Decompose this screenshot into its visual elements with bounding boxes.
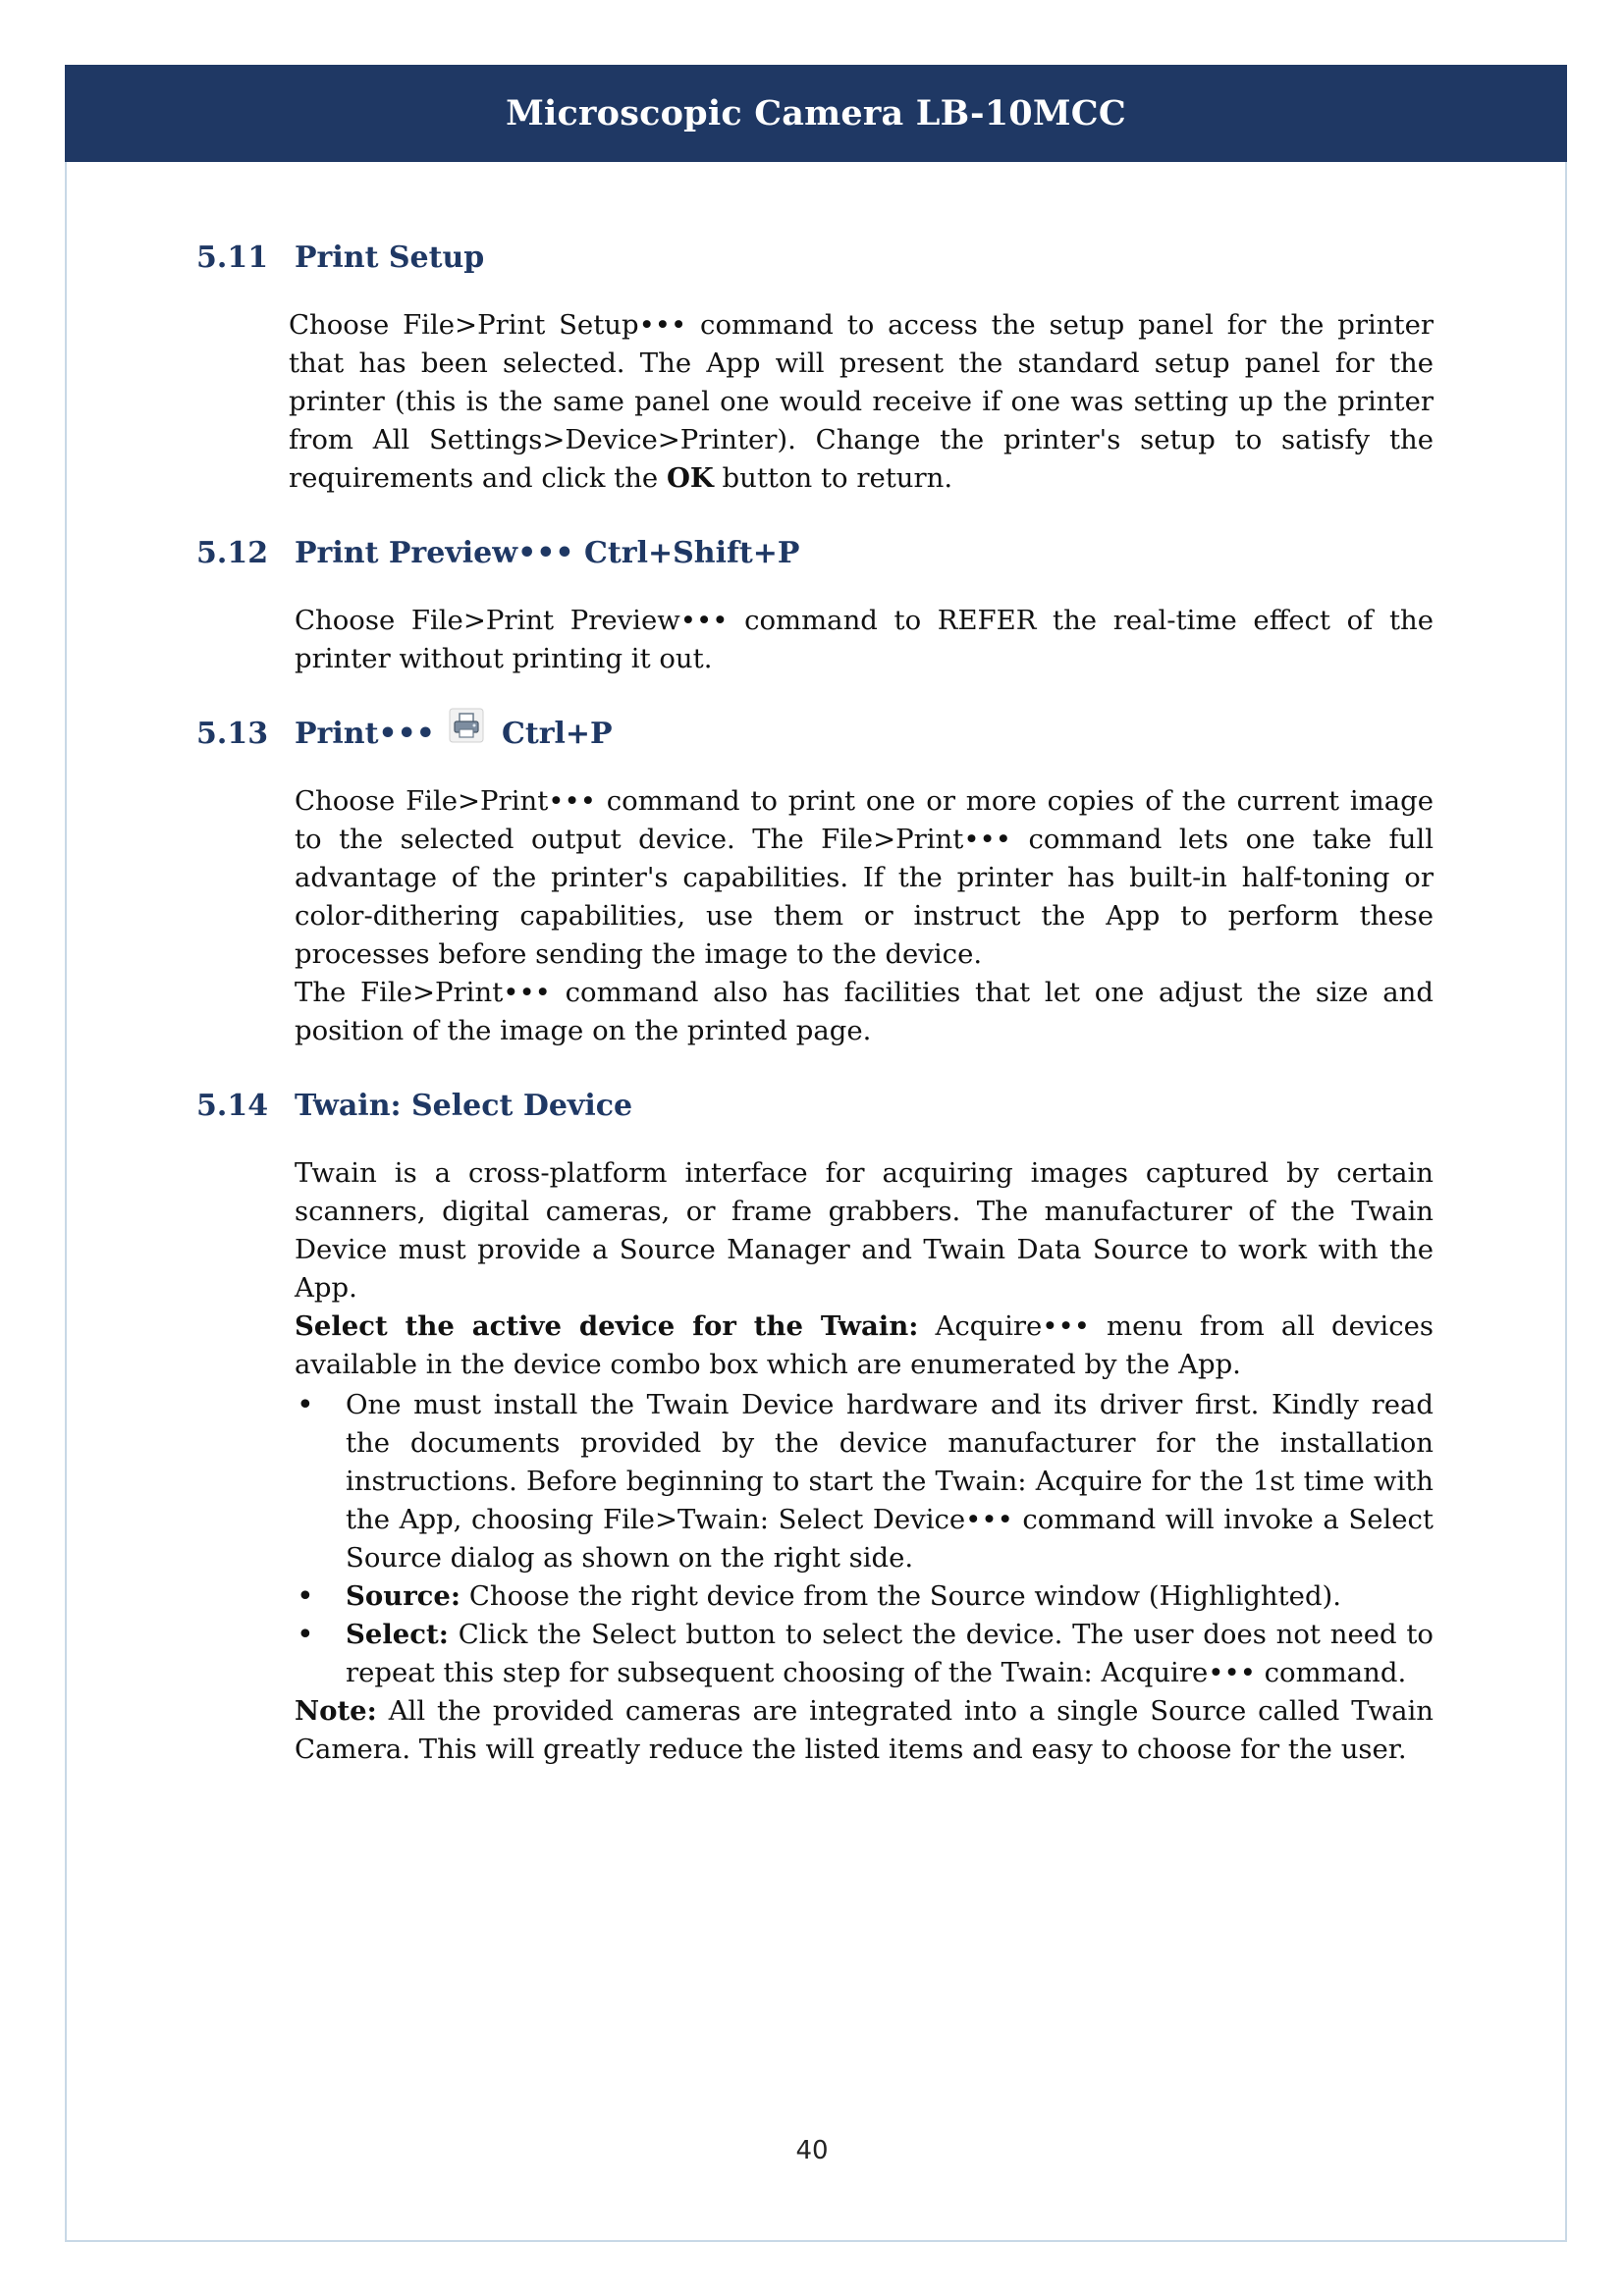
section-twain-select-device	[196, 1084, 1434, 1769]
note-label: Note:	[295, 1695, 377, 1727]
paragraph-text: Acquire••• menu from all devices available in the device combo box which are enumerated by the App.	[295, 1310, 1434, 1380]
bold-lead: Select:	[346, 1619, 449, 1650]
header-title: Microscopic Camera LB-10MCC	[506, 93, 1126, 133]
section-body	[295, 602, 1434, 678]
bold-lead: Select the active device for the Twain:	[295, 1310, 919, 1342]
section-title-wrap	[295, 716, 613, 751]
note-text: All the provided cameras are integrated into a single Source called Twain Camera. This will greatly reduce the listed items and easy to choose for the user.	[295, 1695, 1434, 1765]
paragraph: Choose File>Print••• command to print one or more copies of the current image to the selected output device. The File>Print••• command lets one take full advantage of the printer's capabilities. If the printer has built-in half-toning or color-dithering capabilities, use them or instruct the App to perform these processes before sending the image to the device.	[295, 785, 1434, 970]
section-number: 5.14	[196, 1088, 269, 1123]
ok-term: OK	[666, 462, 714, 494]
section-number: 5.12	[196, 535, 269, 570]
list-item: • One must install the Twain Device hardware and its driver first. Kindly read the documents provided by the device manufacturer for the installation instructions. Before beginning to start the Twain: Acquire for the 1st time with the App, choosing File>Twain: Select Device••• command will invoke a Select Source dialog as shown on the right side.	[295, 1386, 1434, 1577]
paragraph	[289, 306, 1434, 498]
content	[196, 236, 1434, 1802]
section-heading	[196, 531, 1434, 574]
section-heading	[196, 236, 1434, 279]
paragraph-text: Choose File>Print Setup••• command to access the setup panel for the printer that has been selected. The App will present the standard setup panel for the printer (this is the same panel one would receive if one was setting up the printer from All Settings>Device>Printer). Change the printer's setup to satisfy the requirements and click the	[289, 309, 1434, 494]
paragraph: Twain is a cross-platform interface for acquiring images captured by certain scanners, digital cameras, or frame grabbers. The manufacturer of the Twain Device must provide a Source Manager and Twain Data Source to work with the App.	[295, 1157, 1434, 1304]
paragraph: The File>Print••• command also has facilities that let one adjust the size and position of the image on the printed page.	[295, 977, 1434, 1046]
section-print	[196, 712, 1434, 1050]
printer-icon	[449, 708, 484, 743]
list-item	[295, 1616, 1434, 1692]
section-body	[289, 306, 1434, 498]
bullet-list	[295, 1386, 1434, 1692]
section-print-setup	[196, 236, 1434, 498]
section-body	[295, 1154, 1434, 1769]
section-title: Print Setup	[295, 240, 485, 275]
note-paragraph	[295, 1692, 1434, 1769]
list-item-text: Choose the right device from the Source window (Highlighted).	[460, 1580, 1342, 1612]
paragraph: Choose File>Print Preview••• command to REFER the real-time effect of the printer without printing it out.	[295, 605, 1434, 674]
paragraph	[295, 1308, 1434, 1384]
section-print-preview	[196, 531, 1434, 678]
section-heading	[196, 1084, 1434, 1127]
section-number: 5.11	[196, 240, 269, 275]
section-title: Print Preview••• Ctrl+Shift+P	[295, 535, 800, 570]
section-body	[295, 782, 1434, 1050]
list-item	[295, 1577, 1434, 1616]
section-title: Print•••	[295, 716, 435, 751]
header-bar	[65, 65, 1567, 162]
bold-lead: Source:	[346, 1580, 461, 1612]
page-number: 40	[795, 2136, 829, 2165]
section-title: Twain: Select Device	[295, 1088, 633, 1123]
section-heading	[196, 712, 1434, 755]
shortcut-label: Ctrl+P	[501, 716, 613, 751]
list-item-text: Click the Select button to select the device. The user does not need to repeat this step for subsequent choosing of the Twain: Acquire••• command.	[346, 1619, 1434, 1688]
section-number: 5.13	[196, 716, 269, 751]
paragraph-text-end: button to return.	[713, 462, 953, 494]
